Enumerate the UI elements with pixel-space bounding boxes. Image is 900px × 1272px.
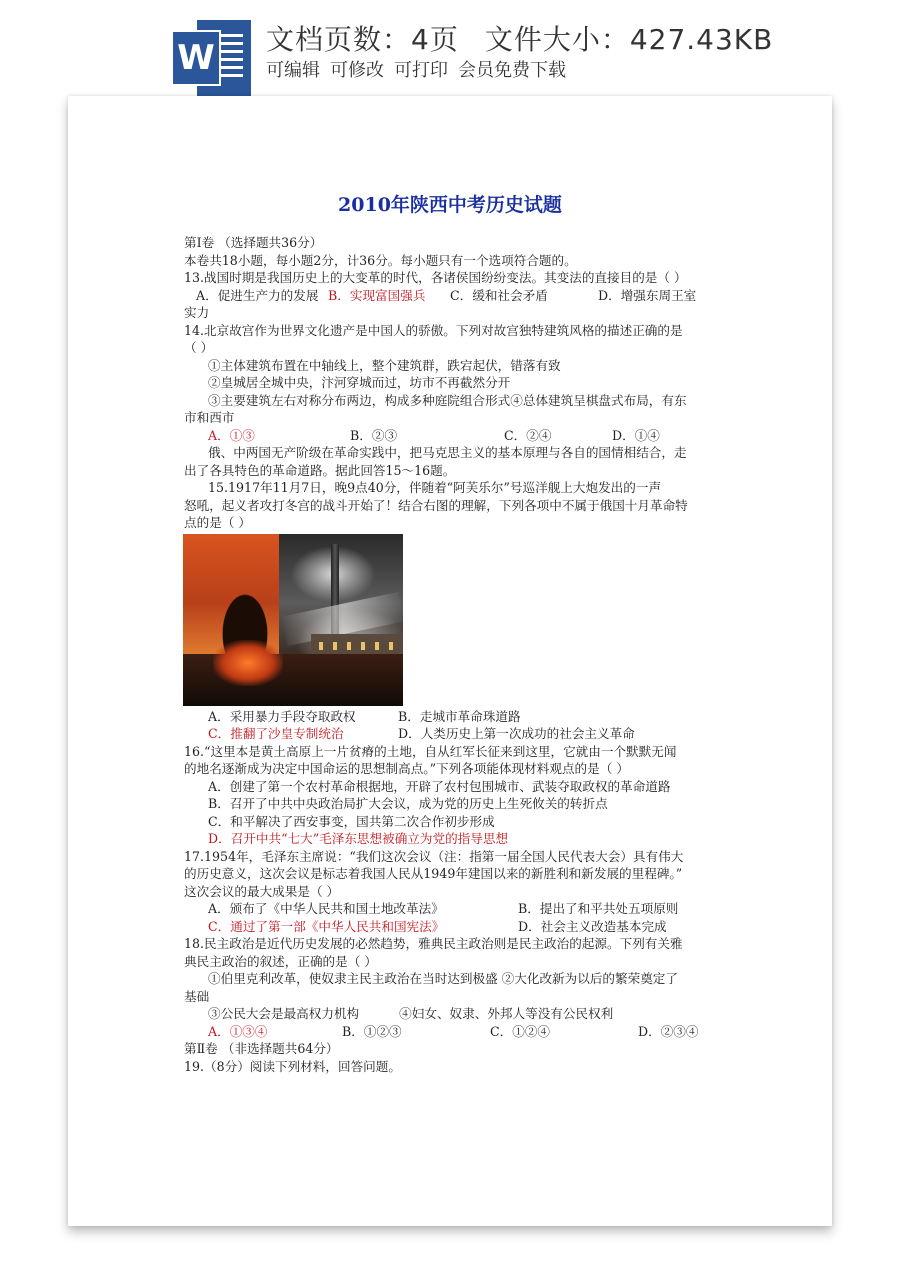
feature-modifiable: 可修改 bbox=[330, 60, 384, 81]
q13-options bbox=[184, 287, 786, 305]
q15-option-a: A．采用暴力手段夺取政权 bbox=[208, 708, 356, 724]
q19-stem: 19.（8分）阅读下列材料，回答问题。 bbox=[184, 1058, 401, 1074]
word-letter: W bbox=[171, 30, 221, 86]
q15-stem-3: 点的是（ ） bbox=[184, 515, 251, 530]
q17-option-c: C．通过了第一部《中华人民共和国宪法》 bbox=[208, 918, 445, 934]
q16-option-d: D．召开中共“七大”毛泽东思想被确立为党的指导思想 bbox=[208, 831, 509, 846]
q13-option-b: B．实现富国强兵 bbox=[328, 287, 426, 303]
q14-statement-3-cont: 市和西市 bbox=[184, 410, 235, 425]
feature-free-download: 会员免费下载 bbox=[458, 60, 566, 81]
q17-option-d: D．社会主义改造基本完成 bbox=[518, 918, 667, 934]
q13-option-c: C．缓和社会矛盾 bbox=[450, 287, 548, 303]
q17-option-a: A．颁布了《中华人民共和国土地改革法》 bbox=[208, 901, 444, 916]
q16-option-b: B．召开了中共中央政治局扩大会议，成为党的历史上生死攸关的转折点 bbox=[208, 796, 608, 811]
q14-stem-1: 14.北京故宫作为世界文化遗产是中国人的骄傲。下列对故宫独特建筑风格的描述正确的是 bbox=[184, 322, 683, 338]
q15-stem-1: 15.1917年11月7日，晚9点40分，伴随着“阿芙乐尔”号巡洋舰上大炮发出的一声 bbox=[208, 480, 662, 495]
q16-option-a: A．创建了第一个农村革命根据地，开辟了农村包围城市、武装夺取政权的革命道路 bbox=[208, 778, 671, 794]
q13-option-a: A．促进生产力的发展 bbox=[196, 287, 319, 303]
q14-stem-2: （ ） bbox=[184, 340, 214, 355]
section-2-heading: 第Ⅱ卷 （非选择题共64分） bbox=[184, 1041, 339, 1056]
feature-list bbox=[266, 56, 576, 82]
winter-palace-storming-image bbox=[183, 534, 403, 706]
q14-statement-3: ③主要建筑左右对称分布两边，构成多种庭院组合形式④总体建筑呈棋盘式布局，有东 bbox=[208, 392, 687, 408]
document-page bbox=[68, 96, 832, 1226]
q17-stem-2: 的历史意义，这次会议是标志着我国人民从1949年建国以来的新胜利和新发展的里程碑。” bbox=[184, 866, 683, 881]
q18-option-a: A．①③④ bbox=[208, 1023, 268, 1039]
q13-stem: 13.战国时期是我国历史上的大变革的时代，各诸侯国纷纷变法。其变法的直接目的是（ ） bbox=[184, 270, 687, 285]
q17-options-row-1 bbox=[184, 900, 786, 918]
q18-option-d: D．②③④ bbox=[638, 1023, 699, 1039]
q13-option-d: D．增强东周王室 bbox=[598, 287, 697, 303]
material-line-1: 俄、中两国无产阶级在革命实践中，把马克思主义的基本原理与各自的国情相结合，走 bbox=[208, 445, 687, 460]
q13-continuation: 实力 bbox=[184, 305, 210, 320]
q14-option-c: C．②④ bbox=[504, 427, 552, 443]
q14-option-d: D．①④ bbox=[612, 427, 660, 443]
q18-statement-1: ①伯里克利改革，使奴隶主民主政治在当时达到极盛 ②大化改新为以后的繁荣奠定了 bbox=[208, 971, 678, 986]
file-size: 文件大小：427.43KB bbox=[484, 23, 774, 56]
feature-printable: 可打印 bbox=[394, 60, 448, 81]
q18-statement-2: ③公民大会是最高权力机构 ④妇女、奴隶、外邦人等没有公民权利 bbox=[208, 1006, 614, 1021]
document-body bbox=[184, 234, 786, 1075]
q14-statement-1: ①主体建筑布置在中轴线上，整个建筑群，跌宕起伏，错落有致 bbox=[208, 357, 561, 373]
q18-option-b: B．①②③ bbox=[342, 1023, 402, 1039]
q18-option-c: C．①②④ bbox=[490, 1023, 551, 1039]
feature-editable: 可编辑 bbox=[266, 60, 320, 81]
q15-options-row-2 bbox=[184, 725, 786, 743]
section-1-heading: 第Ⅰ卷 （选择题共36分） bbox=[184, 235, 323, 250]
q16-stem-2: 的地名逐渐成为决定中国命运的思想制高点。”下列各项能体现材料观点的是（ ） bbox=[184, 761, 629, 776]
q18-statement-1-cont: 基础 bbox=[184, 988, 210, 1004]
q17-stem-1: 17.1954年，毛泽东主席说：“我们这次会议（注：指第一届全国人民代表大会）具有伟大 bbox=[184, 848, 684, 864]
file-info bbox=[266, 18, 799, 58]
q18-options bbox=[184, 1023, 786, 1041]
q15-option-d: D．人类历史上第一次成功的社会主义革命 bbox=[398, 726, 635, 741]
q17-option-b: B．提出了和平共处五项原则 bbox=[518, 901, 679, 916]
q14-statement-2: ②皇城居全城中央，汴河穿城而过，坊市不再截然分开 bbox=[208, 375, 511, 390]
q18-stem-1: 18.民主政治是近代历史发展的必然趋势，雅典民主政治则是民主政治的起源。下列有关雅 bbox=[184, 936, 683, 951]
material-line-2: 出了各具特色的革命道路。据此回答15～16题。 bbox=[184, 462, 456, 478]
q14-option-a: A．①③ bbox=[208, 427, 255, 443]
q15-stem-2: 怒吼，起义者攻打冬宫的战斗开始了！结合右图的理解，下列各项中不属于俄国十月革命特 bbox=[184, 497, 688, 513]
q15-option-c: C．推翻了沙皇专制统治 bbox=[208, 726, 344, 741]
section-1-intro: 本卷共18小题，每小题2分，计36分。每小题只有一个选项符合题的。 bbox=[184, 252, 577, 268]
q15-option-b: B．走城市革命珠道路 bbox=[398, 708, 521, 724]
q18-stem-2: 典民主政治的叙述，正确的是（ ） bbox=[184, 953, 377, 969]
q14-options bbox=[184, 427, 786, 445]
document-title: 2010年陕西中考历史试题 bbox=[338, 194, 562, 216]
q17-stem-3: 这次会议的最大成果是（ ） bbox=[184, 883, 340, 899]
q14-option-b: B．②③ bbox=[350, 427, 398, 443]
word-document-icon bbox=[171, 20, 251, 96]
download-header bbox=[0, 0, 900, 96]
page-count: 文档页数：4页 bbox=[266, 23, 459, 56]
q17-options-row-2 bbox=[184, 918, 786, 936]
q16-stem-1: 16.“这里本是黄土高原上一片贫瘠的土地，自从红军长征来到这里，它就由一个默默无闻 bbox=[184, 743, 677, 759]
q15-options-row-1 bbox=[184, 708, 786, 726]
q16-option-c: C．和平解决了西安事变，国共第二次合作初步形成 bbox=[208, 813, 495, 829]
